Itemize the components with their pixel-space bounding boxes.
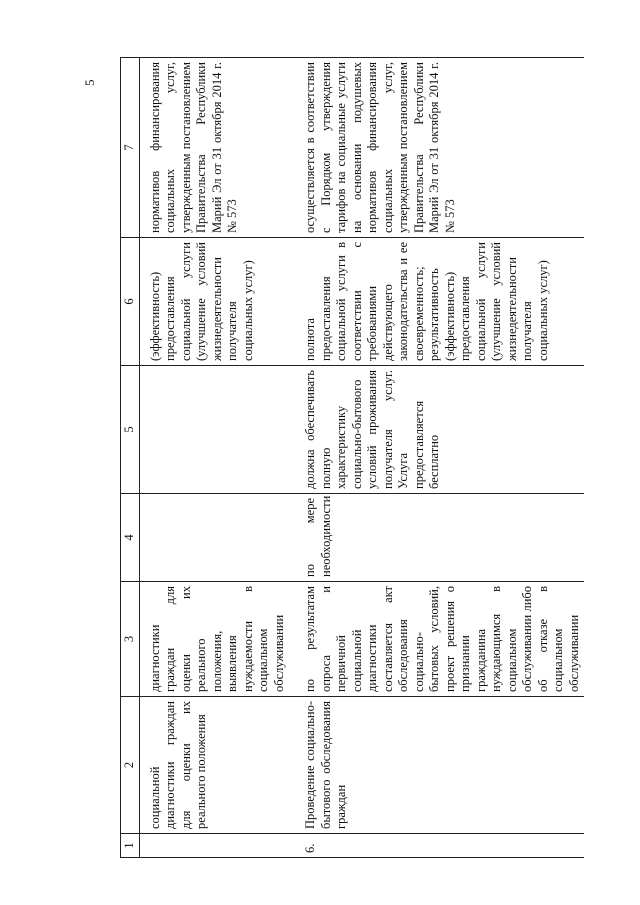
services-table <box>120 57 584 858</box>
service-name: Проведение социально-бытового обследования граждан <box>289 697 584 834</box>
service-term: по мере необходимости <box>289 494 584 582</box>
table-row <box>289 58 584 858</box>
service-tariff: нормативов финансирования социальных услуг, утвержденным постановлением Правительства Республики Марий Эл от 31 октября 2014 г. № 573 <box>139 58 289 238</box>
rotated-table-container <box>120 58 580 858</box>
service-name: социальной диагностики граждан для оценки их реального положения <box>139 697 289 834</box>
service-content: диагностики граждан для оценки их реального положения, выявления нуждаемости в социальном обслуживании <box>139 582 289 697</box>
service-term <box>139 494 289 582</box>
page-number: 5 <box>82 79 97 86</box>
table-row <box>139 58 289 858</box>
col-header-5: 5 <box>121 366 140 494</box>
col-header-3: 3 <box>121 582 140 697</box>
service-tariff: осуществляется в соответствии с Порядком утверждения тарифов на социальные услуги на основании подушевых нормативов финансирования социальных услуг, утвержденным постановлением Правительства Республики Марий Эл от 31 октября 2014 г. № 573 <box>289 58 584 238</box>
row-number <box>139 834 289 858</box>
col-header-6: 6 <box>121 238 140 366</box>
col-header-7: 7 <box>121 58 140 238</box>
service-content: по результатам опроса и первичной социальной диагностики составляется акт обследования социально-бытовых условий, проект решения о признании гражданина нуждающимся в социальном обслуживании либо об отказе в социальном обслуживании <box>289 582 584 697</box>
col-header-2: 2 <box>121 697 140 834</box>
service-indicators: (эффективность) предоставления социальной услуги (улучшение условий жизнедеятельности получателя социальных услуг) <box>139 238 289 366</box>
service-conditions <box>139 366 289 494</box>
col-header-1: 1 <box>121 834 140 858</box>
table-header-row <box>121 58 140 858</box>
row-number: 6. <box>289 834 584 858</box>
service-conditions: должна обеспечивать полную характеристику социально-бытового условий проживания получателя услуг. Услуга предоставляется бесплатно <box>289 366 584 494</box>
service-indicators: полнота предоставления социальной услуги в соответствии с требованиями действующего законодательства и ее своевременность; результативность (эффективность) предоставления социальной услуги (улучшение условий жизнедеятельности получателя социальных услуг) <box>289 238 584 366</box>
col-header-4: 4 <box>121 494 140 582</box>
